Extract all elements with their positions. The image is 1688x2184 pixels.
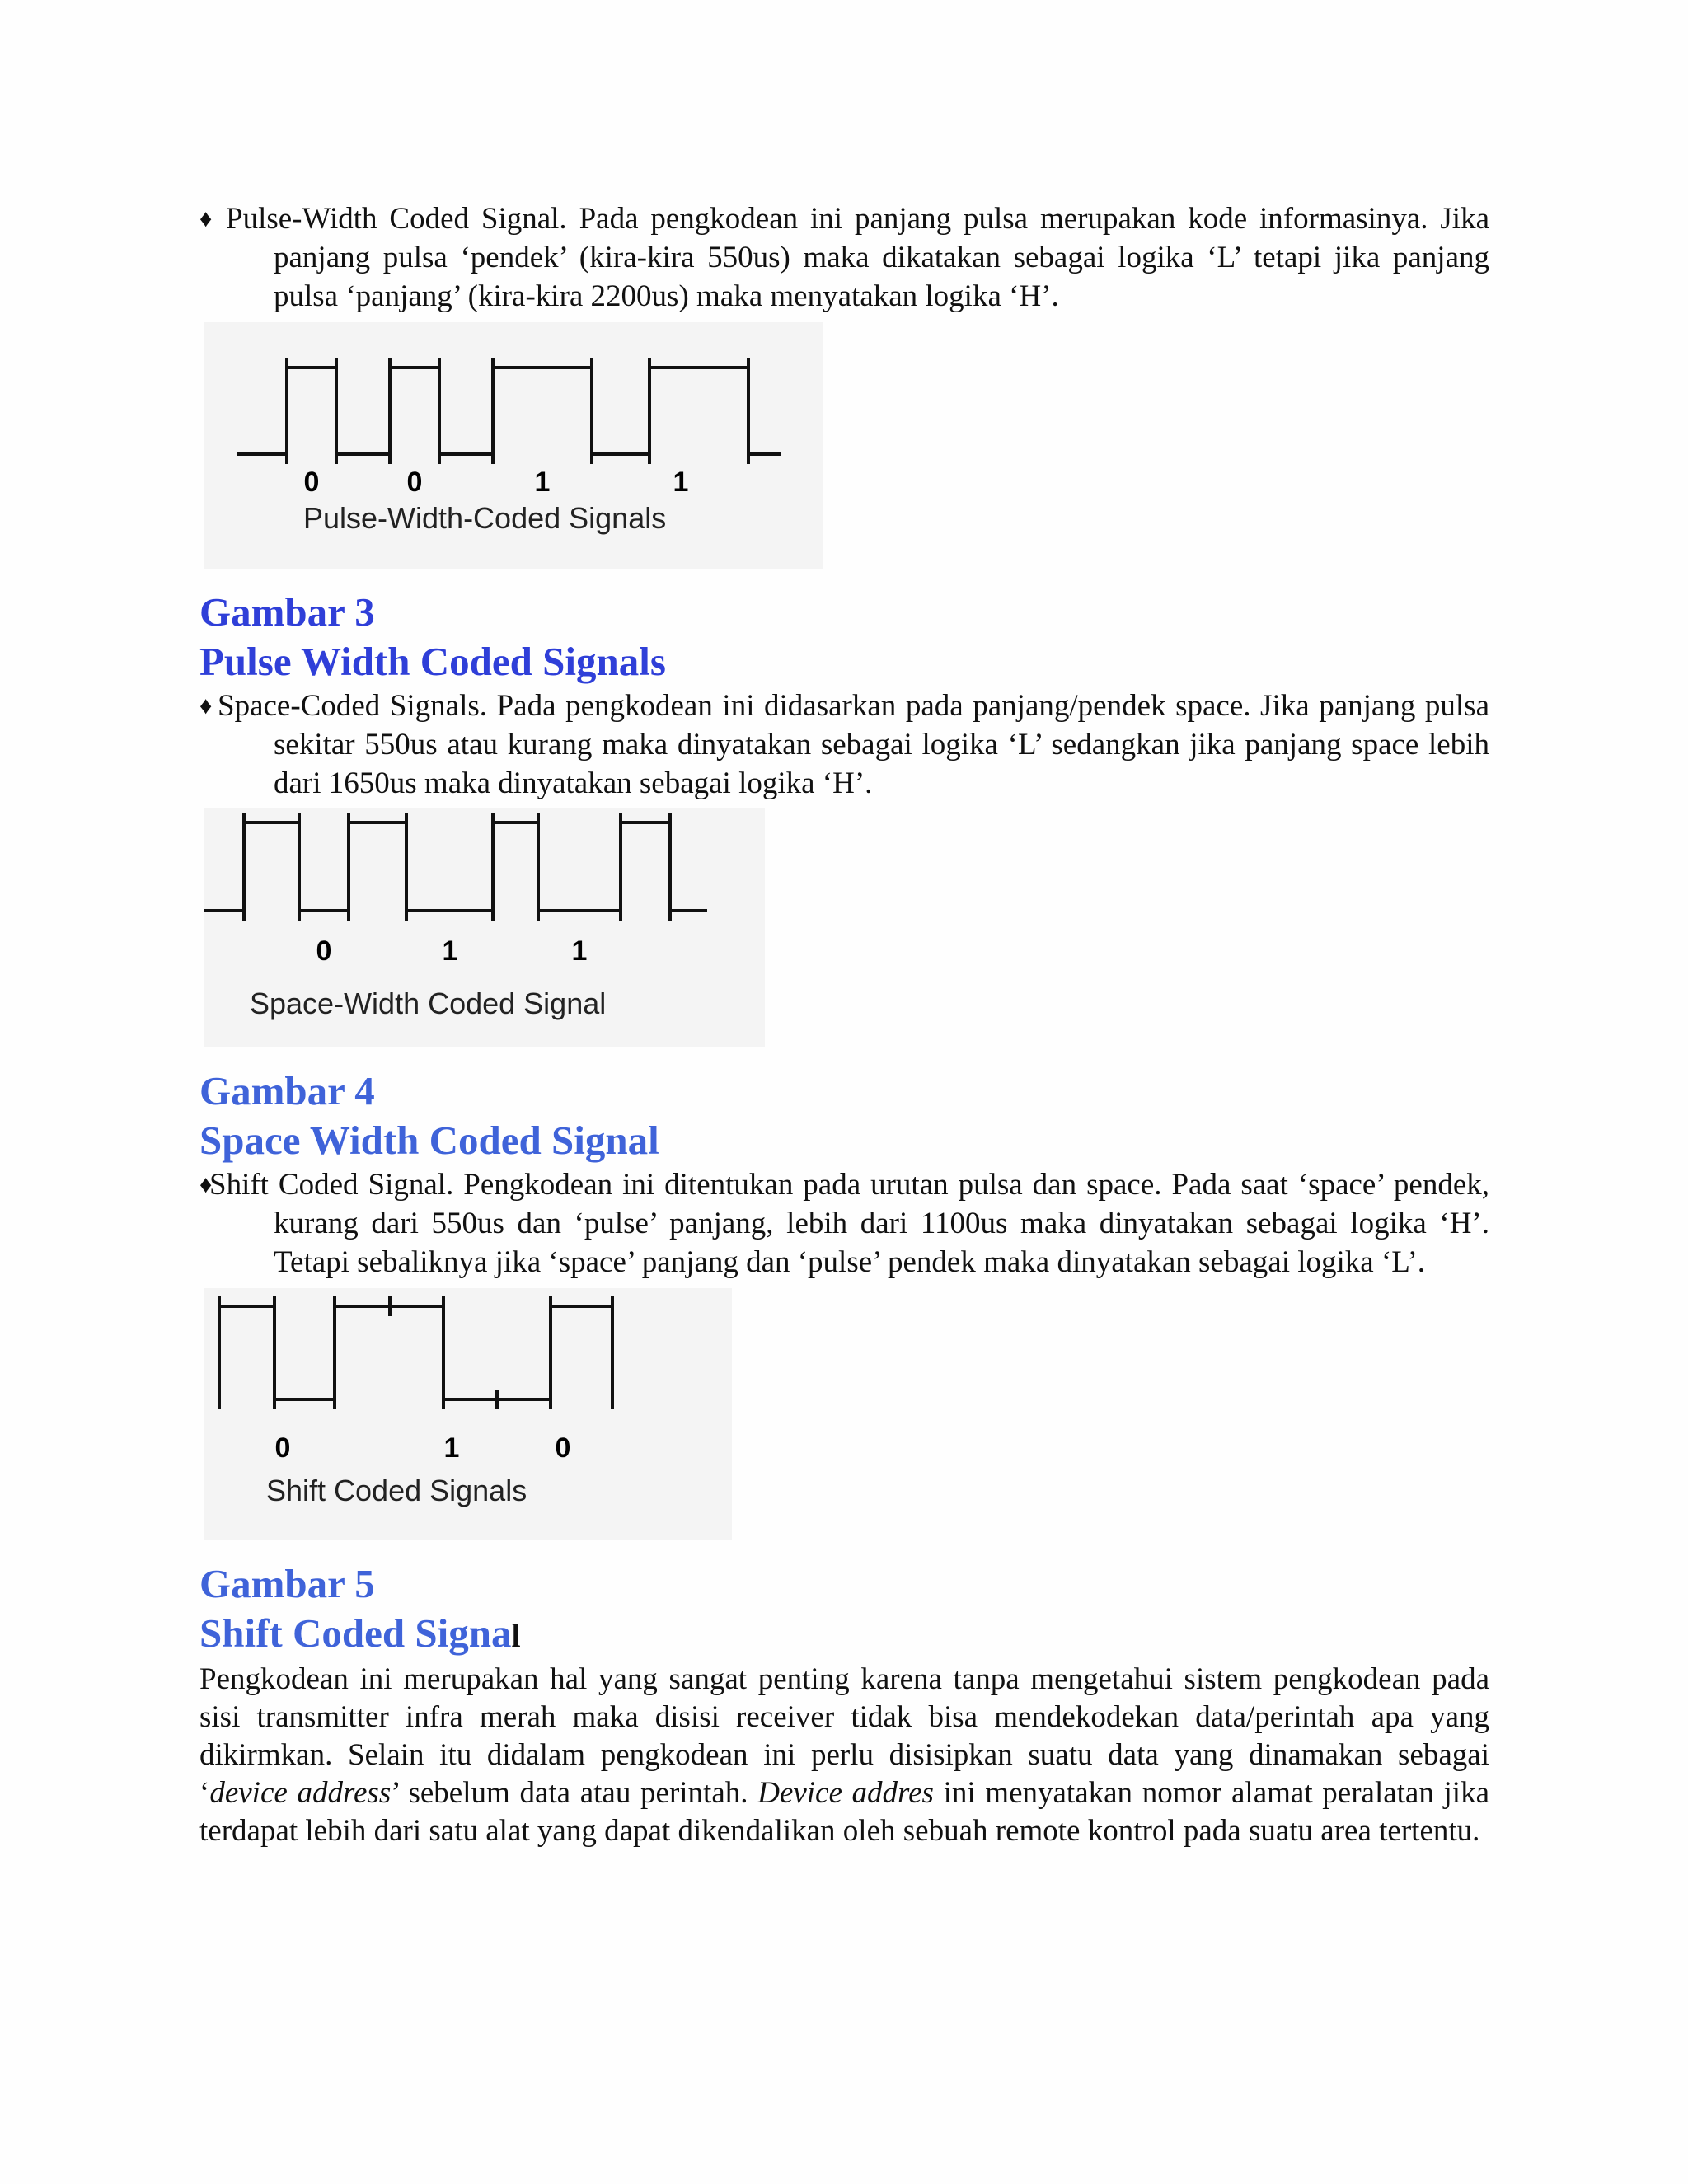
diamond-bullet-icon: ♦ xyxy=(199,1171,213,1198)
paragraph-text: ’ sebelum data atau perintah. xyxy=(391,1776,758,1810)
bit-label: 0 xyxy=(303,466,320,498)
caption-title-tail: l xyxy=(511,1617,521,1654)
caption-title-text: Shift Coded Signa xyxy=(199,1610,512,1656)
paragraph-italic: device address xyxy=(209,1776,392,1810)
bullet-text: Space-Coded Signals. Pada pengkodean ini didasarkan pada panjang/pendek space. Jika panjang pulsa sekitar 550us atau kurang maka dinyatakan sebagai logika ‘L’ sedangkan jika panjang space lebih dari 1650us maka dinyatakan sebagai logika ‘H’. xyxy=(218,689,1489,800)
paragraph-text: Pengkodean ini merupakan hal yang sangat penting karena tanpa mengetahui sistem pengkodean pada sisi transmitter infra merah maka disisi receiver tidak bisa mendekodekan data/perintah apa yang dikirmkan. Selain itu didalam pengkodean ini perlu disisipkan suatu data yang dinamakan sebagai ‘ xyxy=(199,1662,1489,1810)
bullet-pulse-width xyxy=(199,199,1489,316)
bit-label: 1 xyxy=(534,466,551,498)
figure-caption-number: Gambar 5 xyxy=(199,1561,375,1606)
closing-paragraph xyxy=(199,1661,1489,1850)
bit-label: 1 xyxy=(571,935,588,967)
bit-label: 0 xyxy=(316,935,332,967)
bit-label: 0 xyxy=(274,1432,291,1464)
paragraph-text: ini menyatakan nomor alamat peralatan jika terdapat lebih dari satu alat yang dapat dikendalikan oleh sebuah remote kontrol pada suatu area tertentu. xyxy=(199,1776,1489,1848)
pulse-width-figure xyxy=(204,322,823,569)
bit-label: 1 xyxy=(443,1432,460,1464)
diamond-bullet-icon: ♦ xyxy=(199,205,213,232)
figure-label: Space-Width Coded Signal xyxy=(250,987,607,1020)
bit-label: 0 xyxy=(555,1432,571,1464)
bullet-text: Pulse-Width Coded Signal. Pada pengkodean ini panjang pulsa merupakan kode informasinya. Jika panjang pulsa ‘pendek’ (kira-kira 550us) maka dikatakan sebagai logika ‘L’ tetapi jika panjang pulsa ‘panjang’ (kira-kira 2200us) maka menyatakan logika ‘H’. xyxy=(226,202,1489,313)
paragraph-italic: Device addres xyxy=(757,1776,934,1810)
space-width-figure xyxy=(204,808,765,1047)
document-content xyxy=(199,199,1489,1850)
figure-caption-number: Gambar 3 xyxy=(199,589,375,635)
figure-label: Pulse-Width-Coded Signals xyxy=(303,501,667,535)
bit-label: 0 xyxy=(406,466,423,498)
diamond-bullet-icon: ♦ xyxy=(199,692,213,719)
bit-label: 1 xyxy=(442,935,458,967)
figure-caption-title: Space Width Coded Signal xyxy=(199,1118,659,1163)
bullet-shift-coded xyxy=(199,1165,1489,1282)
figure-label: Shift Coded Signals xyxy=(266,1474,528,1507)
bit-label: 1 xyxy=(673,466,689,498)
figure-caption-title xyxy=(199,1609,1489,1661)
shift-coded-figure xyxy=(204,1288,732,1540)
bullet-space-coded xyxy=(199,687,1489,803)
figure-caption-number: Gambar 4 xyxy=(199,1068,375,1113)
bullet-text: Shift Coded Signal. Pengkodean ini ditentukan pada urutan pulsa dan space. Pada saat ‘space’ pendek, kurang dari 550us dan ‘pulse’ panjang, lebih dari 1100us maka dinyatakan sebagai logika ‘H’. Tetapi sebaliknya jika ‘space’ panjang dan ‘pulse’ pendek maka dinyatakan sebagai logika ‘L’. xyxy=(209,1168,1489,1279)
figure-caption-title: Pulse Width Coded Signals xyxy=(199,639,666,684)
